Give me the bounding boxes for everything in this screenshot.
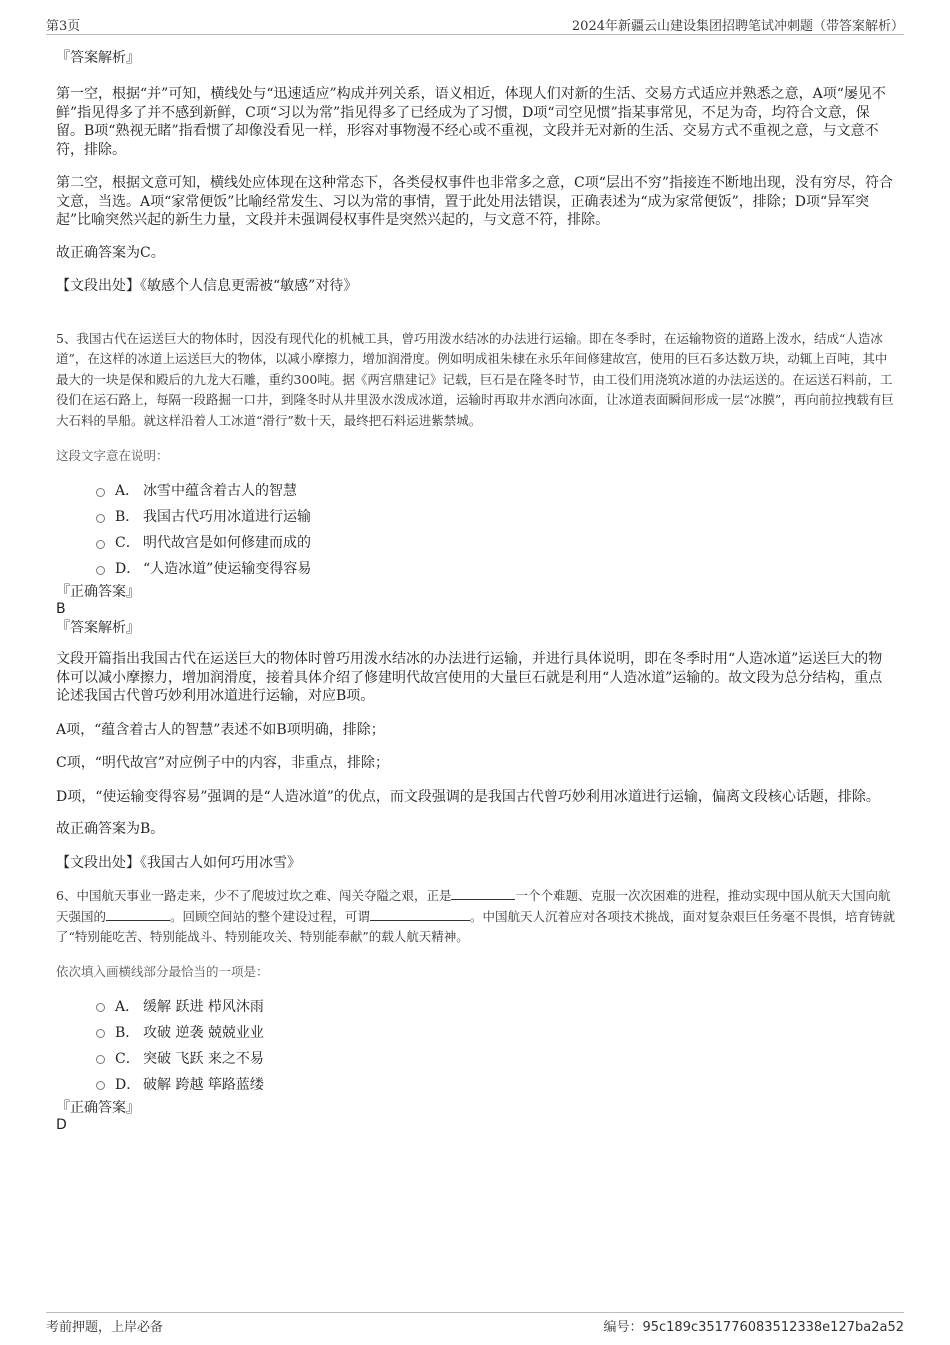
- page-header: [46, 12, 904, 35]
- option-text: “人造冰道”使运输变得容易: [143, 561, 312, 577]
- q5-source: 【文段出处】《我国古人如何巧用冰雪》: [56, 854, 301, 871]
- q4-source: 【文段出处】《敏感个人信息更需被“敏感”对待》: [56, 278, 358, 294]
- q5-analysis-para3: C项，“明代故宫”对应例子中的内容，非重点，排除；: [56, 755, 390, 771]
- radio-icon[interactable]: [96, 540, 105, 549]
- q5-option-c[interactable]: C． 明代故宫是如何修建而成的: [56, 529, 896, 555]
- option-text: 我国古代巧用冰道进行运输: [143, 509, 311, 525]
- q6-answer-label: 『正确答案』: [56, 1099, 140, 1116]
- option-text: 缓解 跃进 栉风沐雨: [143, 998, 264, 1015]
- option-text: 攻破 逆袭 兢兢业业: [143, 1024, 264, 1041]
- q5-answer-label: 『正确答案』: [56, 584, 140, 600]
- page-content: [56, 44, 896, 1133]
- q6-options: [56, 993, 896, 1097]
- blank-2: [106, 908, 170, 921]
- page-number: 第3页: [46, 19, 81, 34]
- q6-prompt: 依次填入画横线部分最恰当的一项是：: [56, 963, 269, 979]
- radio-icon[interactable]: [96, 1003, 105, 1012]
- q5-answer: B: [56, 601, 66, 617]
- q6-option-a[interactable]: A． 缓解 跃进 栉风沐雨: [56, 993, 896, 1019]
- option-text: 明代故宫是如何修建而成的: [143, 535, 311, 551]
- document-title: 2024年新疆云山建设集团招聘笔试冲刺题（带答案解析）: [571, 19, 904, 34]
- q5-analysis-para1: 文段开篇指出我国古代在运送巨大的物体时曾巧用泼水结冰的办法进行运输，并进行具体说明，即在冬季时用“人造冰道”运送巨大的物体可以减小摩擦力，增加润滑度，接着具体介绍了修建明代故宫使用的大量巨石就是利用“人造冰道”运输的。故文段为总分结构，重点论述我国古代曾巧妙利用冰道进行运输，对应B项。: [56, 651, 883, 704]
- page-footer: [46, 1312, 904, 1335]
- q4-conclusion: 故正确答案为C。: [56, 244, 165, 261]
- q5-option-d[interactable]: D． “人造冰道”使运输变得容易: [56, 555, 896, 581]
- q4-analysis-para1: 第一空，根据“并”可知，横线处与“迅速适应”构成并列关系，语义相近，体现人们对新的生活、交易方式适应并熟悉之意，A项“屡见不鲜”指见得多了并不感到新鲜，C项“习以为常”指见得多了已经成为了习惯，D项“司空见惯”指某事常见，不足为奇，均符合文意，保留。B项“熟视无睹”指看惯了却像没看见一样，形容对事物漫不经心或不重视，文段并无对新的生活、交易方式不重视之意，与文意不符，排除。: [56, 86, 886, 158]
- q5-conclusion: 故正确答案为B。: [56, 821, 165, 837]
- q5-option-b[interactable]: B． 我国古代巧用冰道进行运输: [56, 503, 896, 529]
- radio-icon[interactable]: [96, 514, 105, 523]
- option-text: 破解 跨越 筚路蓝缕: [143, 1076, 264, 1093]
- radio-icon[interactable]: [96, 1029, 105, 1038]
- q6-option-c[interactable]: C． 突破 飞跃 来之不易: [56, 1045, 896, 1071]
- q6-option-b[interactable]: B． 攻破 逆袭 兢兢业业: [56, 1019, 896, 1045]
- radio-icon[interactable]: [96, 1055, 105, 1064]
- q5-options: [56, 477, 896, 581]
- radio-icon[interactable]: [96, 488, 105, 497]
- q4-analysis-label: 『答案解析』: [56, 50, 140, 66]
- q6-stem: 6、中国航天事业一路走来，少不了爬坡过坎之难、闯关夺隘之艰，正是 一个个难题、克服一次次困难的进程，推动实现中国从航天大国向航天强国的 。回顾空间站的整个建设过程，可谓 。中国航天人沉着应对各项技术挑战，面对复杂艰巨任务毫不畏惧，培育铸就了“特别能吃苦、特别能战斗、特别能攻关、特别能奉献”的载人航天精神。: [56, 888, 896, 944]
- q5-analysis-label: 『答案解析』: [56, 620, 140, 636]
- radio-icon[interactable]: [96, 1081, 105, 1090]
- footer-slogan: 考前押题，上岸必备: [46, 1320, 164, 1335]
- q5-stem: 5、我国古代在运送巨大的物体时，因没有现代化的机械工具，曾巧用泼水结冰的办法进行运输。即在冬季时，在运输物资的道路上泼水，结成“人造冰道”，在这样的冰道上运送巨大的物体，以减小摩擦力，增加润滑度。例如明成祖朱棣在永乐年间修建故宫，使用的巨石多达数万块，动辄上百吨，其中最大的一块是保和殿后的九龙大石雕，重约300吨。据《两宫鼎建记》记载，巨石是在隆冬时节，由工役们用浇筑冰道的办法运送的。在运送石料前，工役们在运石路上，每隔一段路掘一口井，到隆冬时从井里汲水泼成冰道，运输时再取井水洒向冰面，让冰道表面瞬间形成一层“冰膜”，再向前拉拽载有巨大石料的旱船。就这样沿着人工冰道“滑行”数十天，最终把石料运进紫禁城。: [56, 330, 894, 428]
- option-text: 冰雪中蕴含着古人的智慧: [143, 483, 297, 499]
- q5-prompt: 这段文字意在说明：: [56, 448, 169, 463]
- q5-analysis-para2: A项，“蕴含着古人的智慧”表述不如B项明确，排除；: [56, 721, 385, 738]
- option-text: 突破 飞跃 来之不易: [143, 1050, 264, 1067]
- footer-id: 编号：95c189c351776083512338e127ba2a52: [603, 1320, 904, 1335]
- q5-analysis-para4: D项，“使运输变得容易”强调的是“人造冰道”的优点，而文段强调的是我国古代曾巧妙利用冰道进行运输，偏离文段核心话题，排除。: [56, 788, 880, 805]
- document-code: 95c189c351776083512338e127ba2a52: [642, 1320, 904, 1335]
- blank-3: [370, 908, 470, 921]
- radio-icon[interactable]: [96, 566, 105, 575]
- q6-answer: D: [56, 1116, 67, 1133]
- blank-1: [451, 887, 515, 900]
- q4-analysis-para2: 第二空，根据文意可知，横线处应体现在这种常态下，各类侵权事件也非常多之意，C项“层出不穷”指接连不断地出现，没有穷尽，符合文意，当选。A项“家常便饭”比喻经常发生、习以为常的事情，置于此处用法错误，正确表述为“成为家常便饭”，排除；D项“异军突起”比喻突然兴起的新生力量，文段并未强调侵权事件是突然兴起的，与文意不符，排除。: [56, 175, 894, 228]
- q5-option-a[interactable]: A． 冰雪中蕴含着古人的智慧: [56, 477, 896, 503]
- q6-option-d[interactable]: D． 破解 跨越 筚路蓝缕: [56, 1071, 896, 1097]
